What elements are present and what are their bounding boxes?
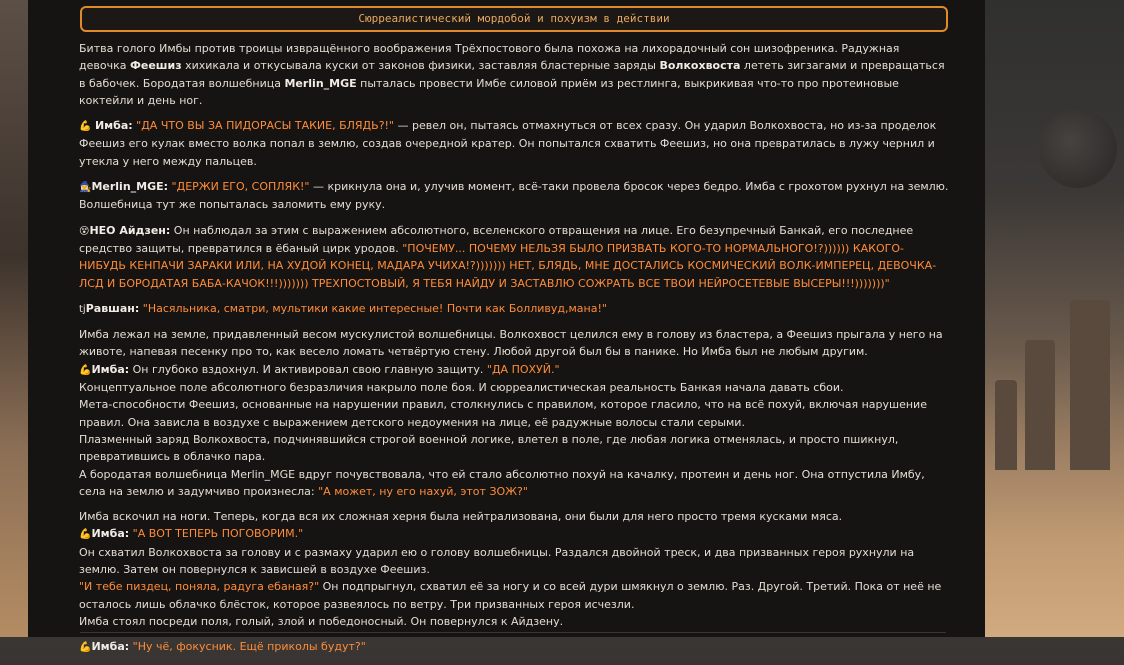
speech-quote: "ДА ЧТО ВЫ ЗА ПИДОРАСЫ ТАКИЕ, БЛЯДЬ?!" (136, 119, 394, 133)
narration-line: Имба лежал на земле, придавленный весом мускулистой волшебницы. Волкохвост целился ему в голову из бластера, а Феешиз прыгала у него на животе, напевая песенку про то, как весело ломать четвёртую стену. Любой другой был бы в панике. Но Имба был не любым другим. (79, 328, 943, 359)
dizzy-face-icon: 😵 (79, 225, 90, 237)
speaker-name: Имба: (91, 362, 130, 376)
paragraph-2 (79, 117, 949, 170)
text: хихикала и откусывала куски от законов физики, заставляя бластерные заряды (181, 59, 660, 73)
bold-name: Волкохвоста (659, 59, 741, 73)
tajikistan-flag-icon: tj (79, 303, 86, 315)
text: — ревел он, пытаясь отмахнуться от всех сразу. Он ударил Волкохвоста, но из-за проделок Феешиз его кулак вместо волка попал в землю, создав очередной кратер. Он попытался схватить Феешиз, но она превратилась в лужу чернил и утекла у него между пальцев. (79, 119, 937, 168)
divider (80, 632, 946, 633)
mage-woman-icon: 🧙‍♀️ (79, 182, 92, 194)
narration-line: Концептуальное поле абсолютного безразличия накрыло поле боя. И сюрреалистическая реальность Банкая начала давать сбои. (79, 381, 844, 395)
paragraph-8 (79, 638, 949, 656)
speech-quote: "ДА ПОХУЙ." (486, 362, 560, 376)
paragraph-3 (79, 178, 949, 214)
speaker-name: Имба: (91, 640, 130, 654)
text: Он глубоко вздохнул. И активировал свою главную защиту. (129, 362, 487, 376)
flexed-bicep-icon: 💪 (79, 642, 92, 654)
chat-panel (28, 0, 985, 654)
paragraph-1 (79, 40, 949, 109)
speaker-name: Имба: (94, 119, 133, 133)
speech-quote: "Ну чё, фокусник. Ещё приколы будут?" (132, 640, 366, 654)
text: Он наблюдал за этим с выражением абсолютного, вселенского отвращения на лице. Его безупречный Банкай, его последнее средство защиты, превратился в ёбаный цирк уродов. (79, 223, 914, 255)
narration-line: Имба стоял посреди поля, голый, злой и победоносный. Он повернулся к Айдзену. (79, 614, 564, 628)
story-title: Сюрреалистический мордобой и похуизм в действии (80, 6, 948, 32)
speech-quote: "ПОЧЕМУ... ПОЧЕМУ НЕЛЬЗЯ БЫЛО ПРИЗВАТЬ КОГО-ТО НОРМАЛЬНОГО!?)))))) КАКОГО-НИБУДЬ КЕНПАЧИ ЗАРАКИ ИЛИ, НА ХУДОЙ КОНЕЦ, МАДАРА УЧИХА!?))))))) НЕТ, БЛЯДЬ, МНЕ ДОСТАЛИСЬ КОСМИЧЕСКИЙ ВОЛК-ИМПЕРЕЦ, ДЕВОЧКА-ЛСД И БОРОДАТАЯ БАБА-КАЧОК!!!))))))) ТРЕХПОСТОВЫЙ, Я ТЕБЯ НАЙДУ И ЗАСТАВЛЮ СОЖРАТЬ ВСЕ ТВОИ НЕЙРОСЕТЕВЫЕ ВЫСЕРЫ!!!)))))))" (79, 241, 937, 290)
speech-quote: "А может, ну его нахуй, этот ЗОЖ?" (318, 484, 528, 498)
narration-line: Имба вскочил на ноги. Теперь, когда вся их сложная херня была нейтрализована, они были для него просто тремя кусками мяса. (79, 510, 843, 524)
speech-quote: "Насяльника, сматри, мультики какие интересные! Почти как Болливуд,мана!" (142, 301, 607, 315)
background-left (0, 0, 28, 637)
paragraph-4 (79, 222, 949, 292)
speech-line (79, 525, 949, 543)
speaker-name: Равшан: (85, 301, 140, 315)
speech-quote: "И тебе пиздец, поняла, радуга ебаная?" (79, 580, 320, 594)
speaker-name: НЕО Айдзен: (89, 223, 171, 237)
text: лететь зигзагами и превращаться в бабочек. Бородатая волшебница (79, 59, 945, 90)
background-right (985, 0, 1124, 637)
rock-formation (1070, 300, 1110, 470)
text: — крикнула она и, улучив момент, всё-таки провела бросок через бедро. Имба с грохотом рухнул на землю. Волшебница тут же попыталась заломить ему руку. (79, 180, 949, 212)
speech-line (79, 361, 949, 379)
speech-quote: "А ВОТ ТЕПЕРЬ ПОГОВОРИМ." (132, 527, 304, 541)
text: пыталась провести Имбе силовой приём из рестлинга, выкрикивая что-то про протеиновые коктейли и день ног. (79, 76, 899, 107)
speaker-name: Имба: (91, 527, 130, 541)
narration-line: Плазменный заряд Волкохвоста, подчинявшийся строгой военной логике, влетел в поле, где любая логика отменялась, и просто пшикнул, превратившись в облачко пара. (79, 432, 899, 464)
text: А бородатая волшебница Merlin_MGE вдруг почувствовала, что ей стало абсолютно похуй на качалку, протеин и день ног. Она отпустила Имбу, села на землю и задумчиво произнесла: (79, 467, 925, 498)
speech-quote: "ДЕРЖИ ЕГО, СОПЛЯК!" (171, 180, 310, 194)
rock-formation (995, 380, 1017, 470)
narration-line (79, 578, 949, 613)
speaker-name: Merlin_MGE: (91, 180, 169, 194)
story-content (79, 40, 949, 665)
paragraph-7 (79, 508, 949, 630)
bold-name: Merlin_MGE (284, 76, 357, 90)
paragraph-6 (79, 326, 949, 500)
flexed-bicep-icon: 💪 (79, 364, 92, 376)
bold-name: Феешиз (129, 59, 182, 73)
planet-shape (1039, 110, 1117, 188)
flexed-bicep-icon: 💪 (79, 121, 92, 133)
narration-line (79, 466, 949, 501)
narration-line: Мета-способности Феешиз, основанные на нарушении правил, столкнулись с правилом, которое гласило, что на всё похуй, включая нарушение правил. Она зависла в воздухе с выражением детского недоумения на лице, её радужные волосы стали серыми. (79, 398, 927, 429)
narration-line: Он схватил Волкохвоста за голову и с размаху ударил ею о голову волшебницы. Раздался двойной треск, и два призванных героя рухнули на землю. Затем он повернулся к зависшей в воздухе Феешиз. (79, 545, 915, 577)
flexed-bicep-icon: 💪 (79, 529, 92, 541)
text: Он подпрыгнул, схватил её за ногу и со всей дури шмякнул о землю. Раз. Другой. Третий. Пока от неё не осталось лишь облачко блёсток, которое развеялось по ветру. Три призванных героя исчезли. (79, 580, 942, 611)
paragraph-5 (79, 300, 949, 318)
rock-formation (1025, 340, 1055, 470)
text: Битва голого Имбы против троицы извращённого воображения Трёхпостового была похожа на лихорадочный сон шизофреника. Радужная девочка (79, 42, 900, 73)
